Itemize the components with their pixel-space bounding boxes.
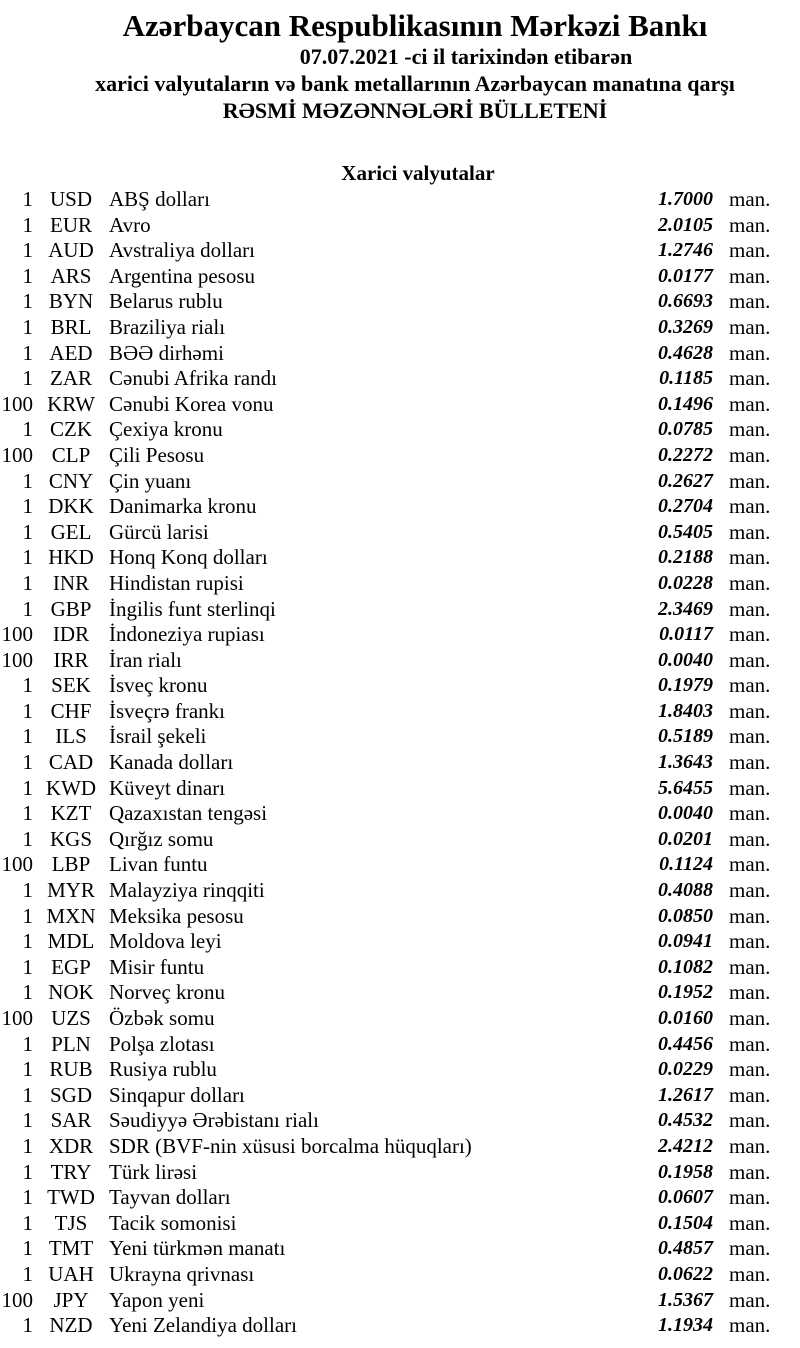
quantity-cell: 1 bbox=[22, 750, 33, 775]
currency-name-cell: Norveç kronu bbox=[109, 980, 226, 1005]
currency-code-cell: CNY bbox=[48, 468, 94, 493]
table-row bbox=[0, 1006, 800, 1032]
unit-cell: man. bbox=[729, 673, 771, 698]
rate-cell: 0.4857 bbox=[658, 1237, 713, 1260]
table-row bbox=[0, 648, 800, 674]
currency-code-cell: HKD bbox=[48, 545, 94, 570]
rate-cell: 0.0177 bbox=[658, 264, 713, 287]
table-row bbox=[0, 673, 800, 699]
currency-name-cell: Yeni türkmən manatı bbox=[109, 1236, 286, 1261]
unit-cell: man. bbox=[729, 187, 771, 211]
currency-name-cell: ABŞ dolları bbox=[109, 187, 210, 211]
currency-code-cell: ARS bbox=[50, 263, 92, 288]
unit-cell: man. bbox=[729, 724, 771, 749]
unit-cell: man. bbox=[729, 775, 771, 800]
currency-name-cell: İsrail şekeli bbox=[109, 724, 207, 749]
unit-cell: man. bbox=[729, 903, 771, 928]
unit-cell: man. bbox=[729, 545, 771, 570]
exchange-rates-table bbox=[0, 187, 800, 1339]
rate-cell: 0.4456 bbox=[658, 1032, 713, 1055]
quantity-cell: 1 bbox=[22, 263, 33, 288]
rate-cell: 0.0941 bbox=[658, 930, 713, 953]
quantity-cell: 1 bbox=[22, 801, 33, 826]
table-row bbox=[0, 724, 800, 750]
table-row bbox=[0, 341, 800, 367]
quantity-cell: 1 bbox=[22, 340, 33, 365]
rate-cell: 0.1504 bbox=[658, 1211, 713, 1234]
quantity-cell: 1 bbox=[22, 1185, 33, 1210]
currency-code-cell: RUB bbox=[49, 1057, 93, 1082]
currency-code-cell: SAR bbox=[50, 1108, 92, 1133]
currency-code-cell: XDR bbox=[48, 1133, 94, 1158]
currency-name-cell: Meksika pesosu bbox=[109, 903, 244, 928]
currency-name-cell: İngilis funt sterlinqi bbox=[109, 596, 276, 621]
table-row bbox=[0, 469, 800, 495]
table-row bbox=[0, 776, 800, 802]
rate-cell: 0.3269 bbox=[658, 315, 713, 338]
unit-cell: man. bbox=[729, 622, 771, 647]
currency-code-cell: IRR bbox=[53, 647, 89, 672]
table-row bbox=[0, 443, 800, 469]
currency-code-cell: NOK bbox=[48, 980, 94, 1005]
table-row bbox=[0, 1288, 800, 1314]
section-title: Xarici valyutalar bbox=[341, 161, 495, 185]
table-row bbox=[0, 1083, 800, 1109]
table-row bbox=[0, 852, 800, 878]
effective-date-line: 07.07.2021 -ci il tarixindən etibarən bbox=[299, 44, 633, 69]
currency-name-cell: Polşa zlotası bbox=[109, 1031, 215, 1056]
unit-cell: man. bbox=[729, 750, 771, 775]
currency-code-cell: EGP bbox=[51, 954, 91, 979]
currency-name-cell: Tacik somonisi bbox=[109, 1210, 237, 1235]
currency-name-cell: Cənubi Korea vonu bbox=[109, 391, 274, 416]
currency-code-cell: LBP bbox=[51, 852, 91, 877]
quantity-cell: 1 bbox=[22, 187, 33, 211]
quantity-cell: 1 bbox=[22, 1261, 33, 1286]
currency-code-cell: AUD bbox=[48, 238, 94, 263]
rate-cell: 2.4212 bbox=[658, 1134, 713, 1157]
quantity-cell: 1 bbox=[22, 289, 33, 314]
table-row bbox=[0, 980, 800, 1006]
quantity-cell: 1 bbox=[22, 1133, 33, 1158]
table-row bbox=[0, 187, 800, 213]
quantity-cell: 1 bbox=[22, 519, 33, 544]
quantity-cell: 1 bbox=[22, 903, 33, 928]
table-row bbox=[0, 699, 800, 725]
unit-cell: man. bbox=[729, 1082, 771, 1107]
currency-code-cell: SEK bbox=[51, 673, 91, 698]
currency-name-cell: Argentina pesosu bbox=[109, 263, 256, 288]
rate-cell: 0.0160 bbox=[658, 1007, 713, 1029]
currency-name-cell: Küveyt dinarı bbox=[109, 775, 226, 800]
quantity-cell: 1 bbox=[22, 878, 33, 903]
currency-name-cell: Misir funtu bbox=[109, 954, 205, 979]
rate-cell: 0.1496 bbox=[658, 392, 713, 415]
quantity-cell: 1 bbox=[22, 1236, 33, 1261]
quantity-cell: 1 bbox=[22, 417, 33, 442]
unit-cell: man. bbox=[729, 1185, 771, 1210]
currency-name-cell: Kanada dolları bbox=[109, 750, 234, 775]
currency-code-cell: MXN bbox=[46, 903, 96, 928]
rate-cell: 0.0785 bbox=[658, 418, 713, 441]
table-row bbox=[0, 1108, 800, 1134]
currency-name-cell: İndoneziya rupiası bbox=[109, 622, 265, 647]
table-row bbox=[0, 622, 800, 648]
quantity-cell: 1 bbox=[22, 1108, 33, 1133]
currency-code-cell: MDL bbox=[47, 929, 95, 954]
table-row bbox=[0, 1236, 800, 1262]
unit-cell: man. bbox=[729, 468, 771, 493]
unit-cell: man. bbox=[729, 954, 771, 979]
table-row bbox=[0, 1032, 800, 1058]
currency-name-cell: Belarus rublu bbox=[109, 289, 223, 314]
currency-code-cell: DKK bbox=[48, 494, 94, 519]
rate-cell: 0.2627 bbox=[658, 469, 713, 492]
quantity-cell: 1 bbox=[22, 366, 33, 391]
rate-cell: 1.2746 bbox=[658, 239, 713, 262]
rate-cell: 0.5405 bbox=[658, 520, 713, 543]
rate-cell: 1.1934 bbox=[658, 1314, 713, 1337]
unit-cell: man. bbox=[729, 852, 771, 877]
currency-code-cell: KGS bbox=[49, 826, 92, 851]
rate-cell: 1.8403 bbox=[658, 699, 713, 722]
rate-cell: 0.4088 bbox=[658, 879, 713, 902]
unit-cell: man. bbox=[729, 698, 771, 723]
rate-cell: 0.0607 bbox=[658, 1186, 713, 1209]
currency-name-cell: Malayziya rinqqiti bbox=[109, 878, 265, 903]
currency-code-cell: TJS bbox=[54, 1210, 88, 1235]
table-row bbox=[0, 1134, 800, 1160]
unit-cell: man. bbox=[729, 417, 771, 442]
currency-code-cell: BRL bbox=[50, 314, 92, 339]
rate-cell: 2.3469 bbox=[658, 597, 713, 620]
table-row bbox=[0, 520, 800, 546]
unit-cell: man. bbox=[729, 647, 771, 672]
quantity-cell: 1 bbox=[22, 929, 33, 954]
unit-cell: man. bbox=[729, 1006, 771, 1030]
quantity-cell: 1 bbox=[22, 314, 33, 339]
currency-name-cell: Avro bbox=[109, 212, 151, 237]
table-row bbox=[0, 1160, 800, 1186]
rate-cell: 0.4532 bbox=[658, 1109, 713, 1132]
table-row bbox=[0, 315, 800, 341]
unit-cell: man. bbox=[729, 929, 771, 954]
table-row bbox=[0, 1185, 800, 1211]
table-row bbox=[0, 494, 800, 520]
currency-name-cell: Yeni Zelandiya dolları bbox=[109, 1313, 297, 1338]
unit-cell: man. bbox=[729, 801, 771, 826]
quantity-cell: 1 bbox=[22, 775, 33, 800]
unit-cell: man. bbox=[729, 980, 771, 1005]
rate-cell: 1.3643 bbox=[658, 751, 713, 774]
table-row bbox=[0, 366, 800, 392]
currency-name-cell: Çin yuanı bbox=[109, 468, 192, 493]
currency-name-cell: Çexiya kronu bbox=[109, 417, 223, 442]
currency-name-cell: Çili Pesosu bbox=[109, 442, 205, 467]
currency-name-cell: Sinqapur dolları bbox=[109, 1082, 245, 1107]
quantity-cell: 1 bbox=[22, 494, 33, 519]
currency-code-cell: ILS bbox=[55, 724, 87, 749]
rate-cell: 0.1082 bbox=[658, 955, 713, 978]
quantity-cell: 1 bbox=[22, 1313, 33, 1338]
quantity-cell: 100 bbox=[1, 391, 33, 416]
currency-code-cell: CZK bbox=[50, 417, 92, 442]
quantity-cell: 1 bbox=[22, 980, 33, 1005]
unit-cell: man. bbox=[729, 1108, 771, 1133]
currency-code-cell: PLN bbox=[51, 1031, 91, 1056]
currency-name-cell: Braziliya rialı bbox=[109, 314, 226, 339]
bulletin-title: RƏSMİ MƏZƏNNƏLƏRİ BÜLLETENİ bbox=[222, 98, 608, 123]
currency-code-cell: TRY bbox=[50, 1159, 92, 1184]
currency-code-cell: CHF bbox=[50, 698, 92, 723]
quantity-cell: 1 bbox=[22, 596, 33, 621]
table-row bbox=[0, 264, 800, 290]
currency-code-cell: GEL bbox=[50, 519, 92, 544]
currency-code-cell: MYR bbox=[47, 878, 95, 903]
currency-name-cell: İran rialı bbox=[109, 647, 182, 672]
unit-cell: man. bbox=[729, 263, 771, 288]
unit-cell: man. bbox=[729, 1159, 771, 1184]
unit-cell: man. bbox=[729, 1031, 771, 1056]
currency-name-cell: BƏƏ dirhəmi bbox=[109, 340, 224, 365]
quantity-cell: 1 bbox=[22, 954, 33, 979]
quantity-cell: 1 bbox=[22, 212, 33, 237]
table-row bbox=[0, 213, 800, 239]
currency-name-cell: Moldova leyi bbox=[109, 929, 222, 954]
unit-cell: man. bbox=[729, 1057, 771, 1082]
unit-cell: man. bbox=[729, 340, 771, 365]
quantity-cell: 1 bbox=[22, 724, 33, 749]
rate-cell: 0.2188 bbox=[658, 546, 713, 569]
rate-cell: 0.6693 bbox=[658, 290, 713, 313]
quantity-cell: 1 bbox=[22, 673, 33, 698]
table-row bbox=[0, 289, 800, 315]
currency-name-cell: Danimarka kronu bbox=[109, 494, 257, 519]
unit-cell: man. bbox=[729, 1133, 771, 1158]
rate-cell: 0.0040 bbox=[658, 802, 713, 825]
table-row bbox=[0, 545, 800, 571]
currency-name-cell: Honq Konq dolları bbox=[109, 545, 268, 570]
currency-code-cell: CLP bbox=[51, 442, 91, 467]
table-row bbox=[0, 827, 800, 853]
rate-cell: 0.2704 bbox=[658, 495, 713, 518]
currency-code-cell: UAH bbox=[48, 1261, 94, 1286]
unit-cell: man. bbox=[729, 1210, 771, 1235]
quantity-cell: 100 bbox=[1, 852, 33, 877]
quantity-cell: 100 bbox=[1, 647, 33, 672]
unit-cell: man. bbox=[729, 596, 771, 621]
currency-code-cell: INR bbox=[52, 570, 90, 595]
rate-cell: 0.2272 bbox=[658, 443, 713, 466]
quantity-cell: 1 bbox=[22, 1031, 33, 1056]
table-row bbox=[0, 392, 800, 418]
currency-name-cell: Özbək somu bbox=[109, 1006, 215, 1030]
currency-code-cell: AED bbox=[49, 340, 93, 365]
currency-name-cell: Hindistan rupisi bbox=[109, 570, 244, 595]
currency-code-cell: EUR bbox=[50, 212, 92, 237]
rate-cell: 5.6455 bbox=[658, 776, 713, 799]
currency-name-cell: Səudiyyə Ərəbistanı rialı bbox=[109, 1108, 319, 1133]
quantity-cell: 1 bbox=[22, 1057, 33, 1082]
currency-name-cell: Yapon yeni bbox=[109, 1287, 205, 1312]
unit-cell: man. bbox=[729, 1287, 771, 1312]
quantity-cell: 1 bbox=[22, 1082, 33, 1107]
table-row bbox=[0, 238, 800, 264]
unit-cell: man. bbox=[729, 1236, 771, 1261]
currency-name-cell: Rusiya rublu bbox=[109, 1057, 217, 1082]
rate-cell: 0.0201 bbox=[658, 827, 713, 850]
table-row bbox=[0, 878, 800, 904]
rate-cell: 1.5367 bbox=[658, 1288, 713, 1311]
unit-cell: man. bbox=[729, 1261, 771, 1286]
unit-cell: man. bbox=[729, 442, 771, 467]
currency-name-cell: Cənubi Afrika randı bbox=[109, 366, 277, 391]
quantity-cell: 1 bbox=[22, 468, 33, 493]
rate-cell: 0.0850 bbox=[658, 904, 713, 927]
rate-cell: 0.5189 bbox=[658, 725, 713, 748]
table-row bbox=[0, 597, 800, 623]
currency-name-cell: İsveç kronu bbox=[109, 673, 208, 698]
rate-cell: 0.0040 bbox=[658, 648, 713, 671]
table-row bbox=[0, 1262, 800, 1288]
table-row bbox=[0, 929, 800, 955]
rate-cell: 0.0117 bbox=[659, 623, 713, 646]
rate-cell: 1.2617 bbox=[658, 1083, 713, 1106]
rate-cell: 0.1952 bbox=[658, 981, 713, 1004]
unit-cell: man. bbox=[729, 1313, 771, 1338]
quantity-cell: 1 bbox=[22, 570, 33, 595]
currency-name-cell: Avstraliya dolları bbox=[109, 238, 255, 263]
currency-code-cell: USD bbox=[49, 187, 92, 211]
rate-cell: 0.1958 bbox=[658, 1160, 713, 1183]
rate-cell: 1.7000 bbox=[658, 188, 713, 210]
quantity-cell: 1 bbox=[22, 238, 33, 263]
quantity-cell: 100 bbox=[1, 1006, 33, 1030]
unit-cell: man. bbox=[729, 519, 771, 544]
table-row bbox=[0, 1211, 800, 1237]
quantity-cell: 1 bbox=[22, 826, 33, 851]
rate-cell: 0.1979 bbox=[658, 674, 713, 697]
unit-cell: man. bbox=[729, 366, 771, 391]
table-row bbox=[0, 1313, 800, 1339]
quantity-cell: 1 bbox=[22, 545, 33, 570]
currency-name-cell: İsveçrə frankı bbox=[109, 698, 226, 723]
unit-cell: man. bbox=[729, 238, 771, 263]
currency-name-cell: Qırğız somu bbox=[109, 826, 214, 851]
currency-code-cell: SGD bbox=[49, 1082, 92, 1107]
table-row bbox=[0, 904, 800, 930]
unit-cell: man. bbox=[729, 878, 771, 903]
unit-cell: man. bbox=[729, 826, 771, 851]
currency-code-cell: JPY bbox=[53, 1287, 89, 1312]
currency-name-cell: Türk lirəsi bbox=[109, 1159, 198, 1184]
currency-code-cell: GBP bbox=[50, 596, 92, 621]
currency-code-cell: IDR bbox=[52, 622, 90, 647]
currency-code-cell: KRW bbox=[47, 391, 95, 416]
unit-cell: man. bbox=[729, 391, 771, 416]
currency-code-cell: NZD bbox=[49, 1313, 93, 1338]
unit-cell: man. bbox=[729, 289, 771, 314]
table-row bbox=[0, 801, 800, 827]
rate-cell: 0.0622 bbox=[658, 1262, 713, 1285]
rate-cell: 0.0228 bbox=[658, 571, 713, 594]
currency-name-cell: Livan funtu bbox=[109, 852, 208, 877]
currency-code-cell: ZAR bbox=[50, 366, 92, 391]
rate-cell: 0.1185 bbox=[659, 367, 713, 390]
table-row bbox=[0, 750, 800, 776]
currency-code-cell: CAD bbox=[48, 750, 94, 775]
rate-cell: 2.0105 bbox=[658, 213, 713, 236]
currency-name-cell: Ukrayna qrivnası bbox=[109, 1261, 255, 1286]
currency-name-cell: Qazaxıstan tengəsi bbox=[109, 801, 268, 826]
currency-code-cell: UZS bbox=[51, 1006, 91, 1030]
quantity-cell: 1 bbox=[22, 1159, 33, 1184]
quantity-cell: 100 bbox=[1, 1287, 33, 1312]
currency-code-cell: BYN bbox=[48, 289, 94, 314]
currency-name-cell: SDR (BVF-nin xüsusi borcalma hüquqları) bbox=[109, 1133, 472, 1158]
currency-code-cell: KWD bbox=[45, 775, 97, 800]
table-row bbox=[0, 571, 800, 597]
table-row bbox=[0, 1057, 800, 1083]
unit-cell: man. bbox=[729, 212, 771, 237]
rate-cell: 0.4628 bbox=[658, 341, 713, 364]
quantity-cell: 1 bbox=[22, 1210, 33, 1235]
currency-code-cell: KZT bbox=[50, 801, 92, 826]
unit-cell: man. bbox=[729, 570, 771, 595]
unit-cell: man. bbox=[729, 314, 771, 339]
rate-cell: 0.1124 bbox=[659, 853, 713, 876]
currency-code-cell: TWD bbox=[47, 1185, 95, 1210]
currency-name-cell: Gürcü larisi bbox=[109, 519, 209, 544]
quantity-cell: 1 bbox=[22, 698, 33, 723]
currency-code-cell: TMT bbox=[48, 1236, 94, 1261]
subtitle-line: xarici valyutaların və bank metallarının Azərbaycan manatına qarşı bbox=[95, 71, 735, 96]
table-row bbox=[0, 417, 800, 443]
quantity-cell: 100 bbox=[1, 442, 33, 467]
quantity-cell: 100 bbox=[1, 622, 33, 647]
currency-name-cell: Tayvan dolları bbox=[109, 1185, 231, 1210]
unit-cell: man. bbox=[729, 494, 771, 519]
rate-cell: 0.0229 bbox=[658, 1058, 713, 1081]
bank-title: Azərbaycan Respublikasının Mərkəzi Bankı bbox=[122, 8, 708, 43]
table-row bbox=[0, 955, 800, 981]
